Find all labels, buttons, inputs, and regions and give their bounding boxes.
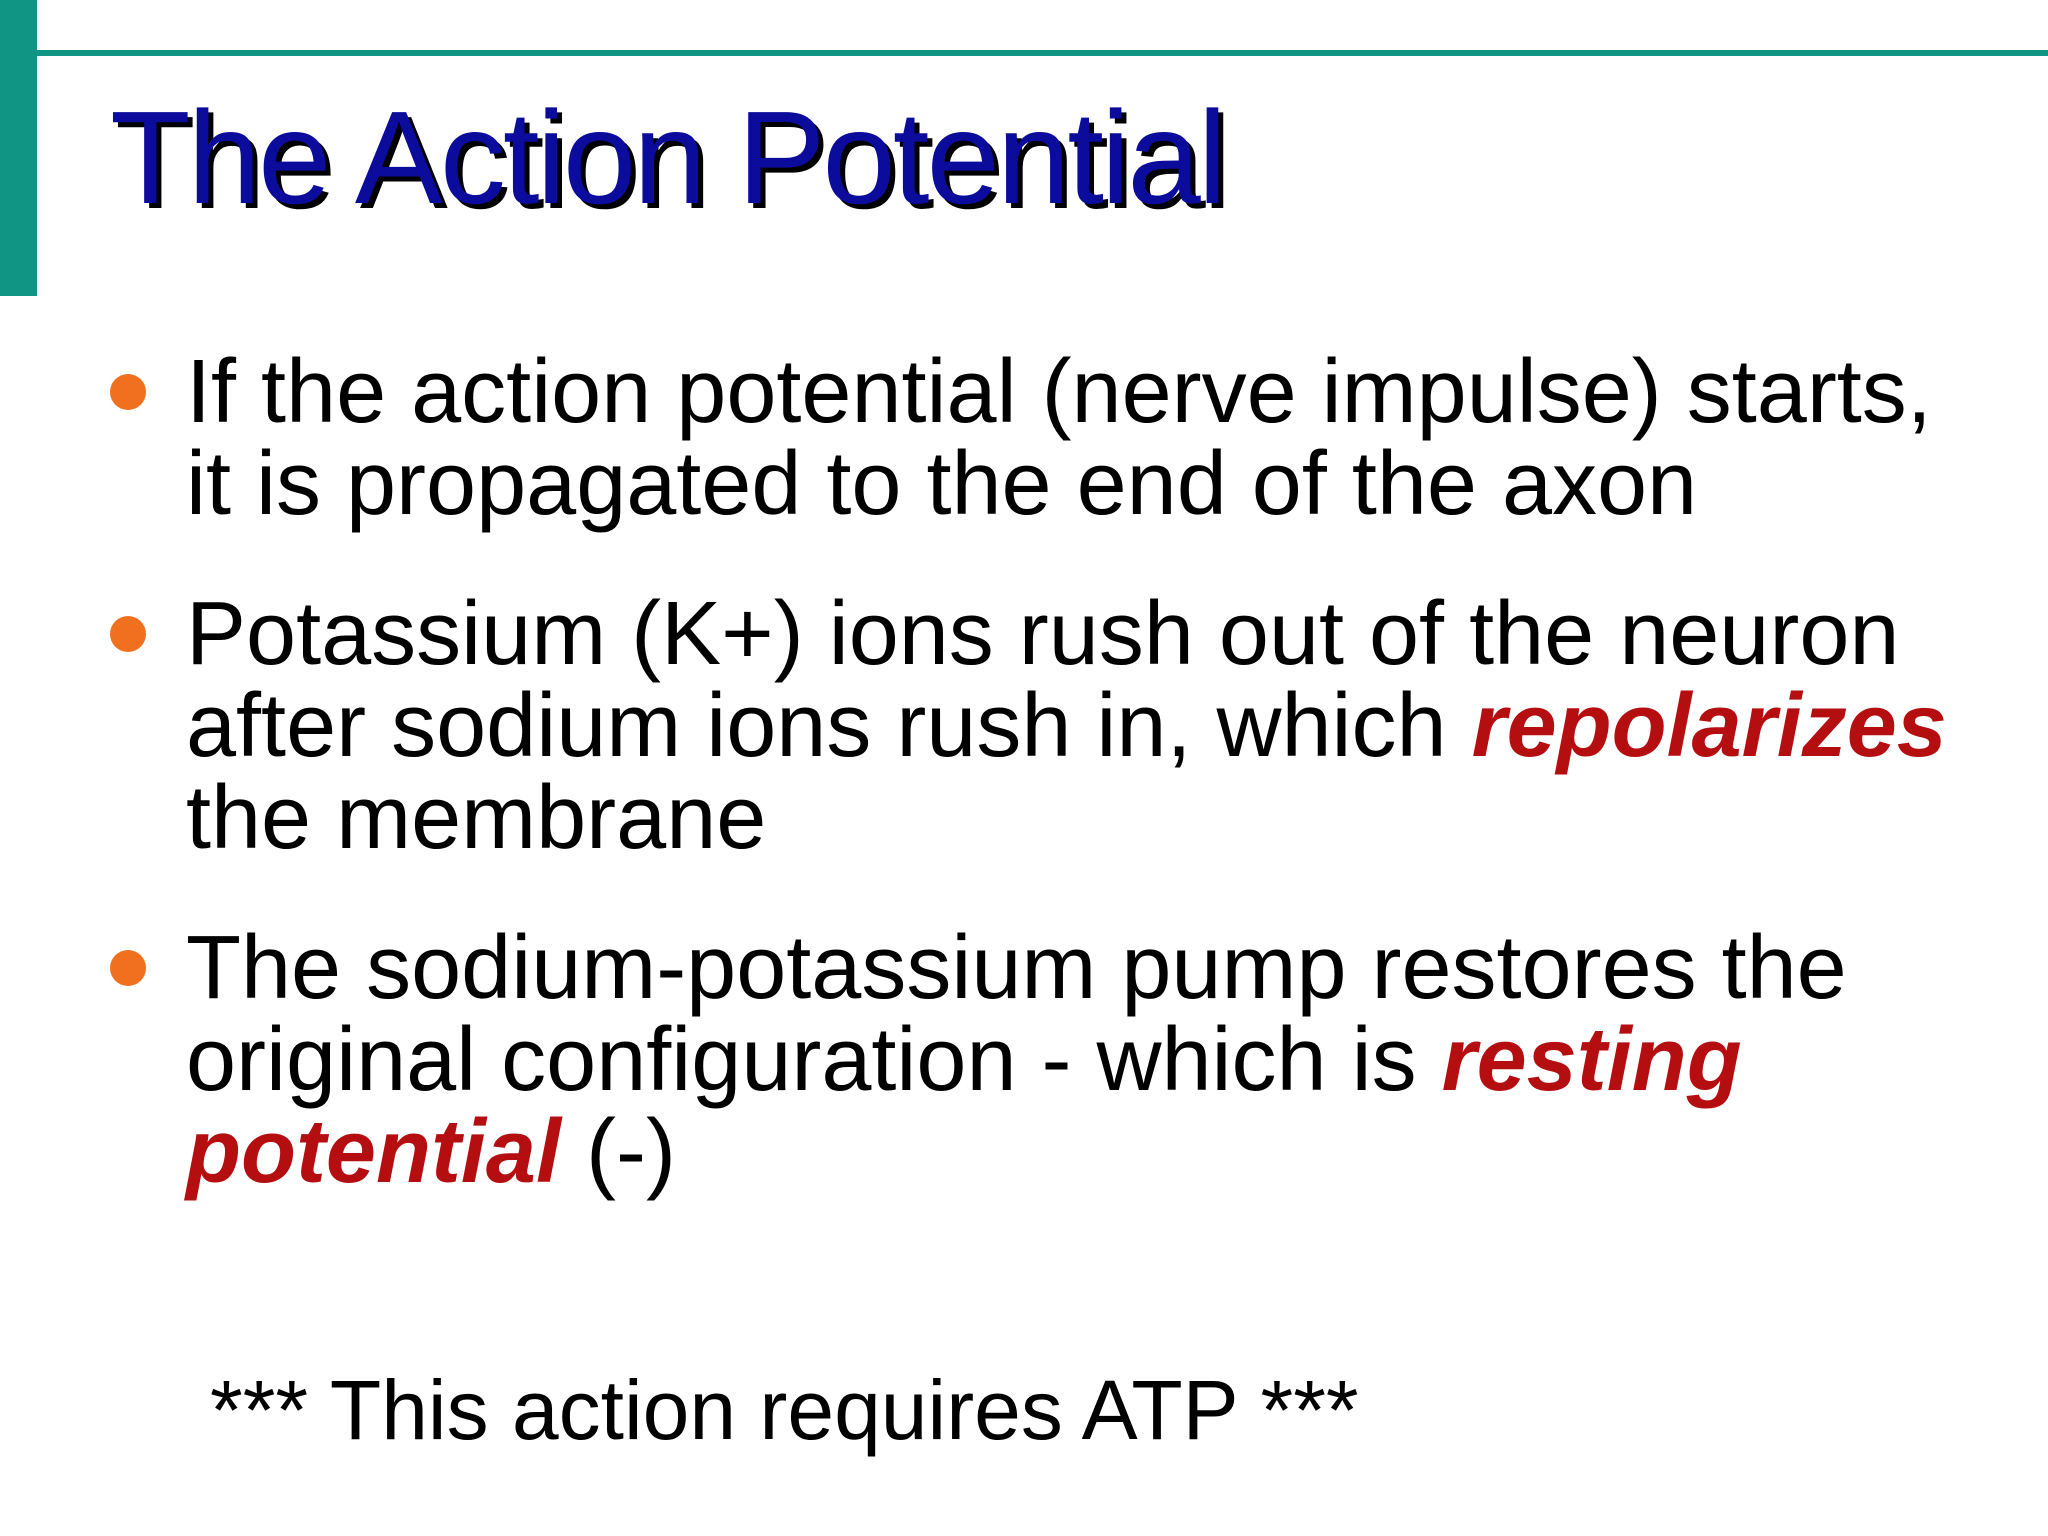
bullet-text-after: (-) (561, 1102, 676, 1202)
emphasis-term: repolarizes (1471, 676, 1947, 776)
bullet-text (186, 918, 1990, 1202)
accent-bar (0, 0, 37, 296)
accent-line (37, 50, 2048, 56)
bullet-dot-icon (110, 950, 146, 986)
bullet-text (186, 584, 1990, 868)
bullet-item (110, 918, 1990, 1202)
emphasis-term: resting potential (186, 1010, 1742, 1202)
bullet-text-plain: If the action potential (nerve impulse) starts, it is propagated to the end of the axon (186, 342, 1932, 534)
bullet-text-after: the membrane (186, 768, 767, 868)
bullet-dot-icon (110, 374, 146, 410)
slide-title: The Action Potential (110, 84, 1225, 231)
bullet-item (110, 342, 1990, 534)
bullet-text (186, 342, 1990, 534)
bullet-text-before: The sodium-potassium pump restores the original configuration - which is (186, 918, 1847, 1110)
bullet-list (110, 342, 1990, 1256)
atp-note: *** This action requires ATP *** (210, 1363, 1359, 1457)
bullet-text-before: Potassium (K+) ions rush out of the neuron after sodium ions rush in, which (186, 584, 1900, 776)
bullet-item (110, 584, 1990, 868)
bullet-dot-icon (110, 616, 146, 652)
